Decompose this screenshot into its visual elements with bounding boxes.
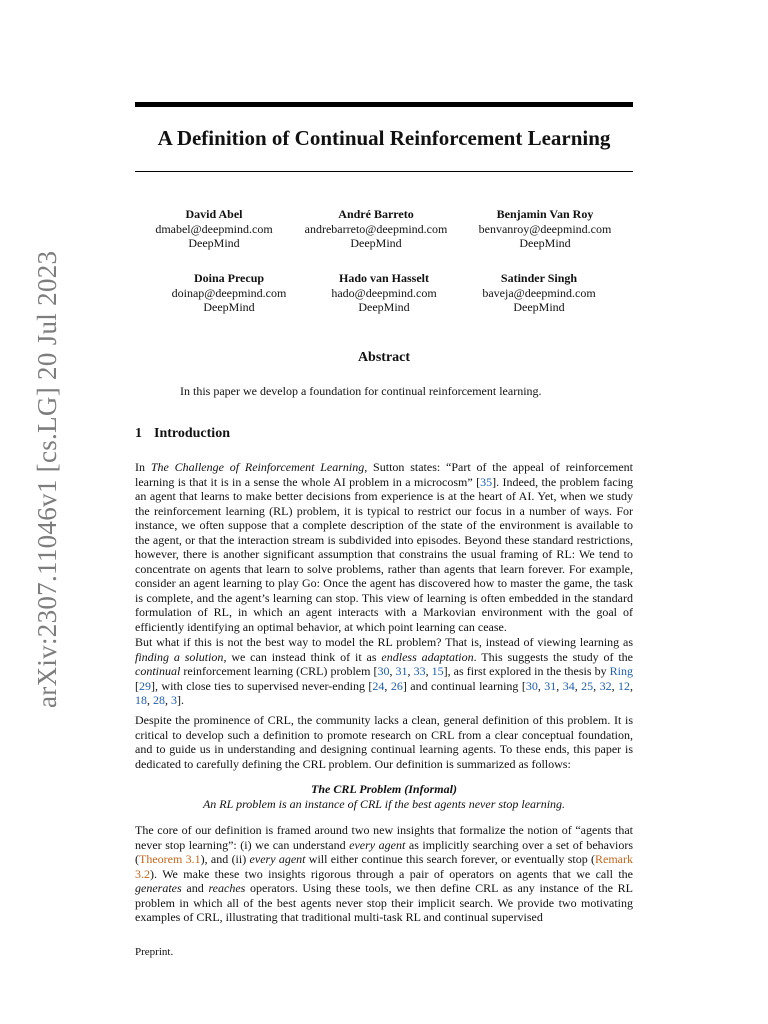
author-block	[124, 207, 304, 251]
author-email: benvanroy@deepmind.com	[478, 221, 612, 236]
author-block	[294, 271, 474, 315]
crl-definition-box	[135, 782, 633, 811]
citation-link[interactable]: 35	[480, 474, 493, 489]
arxiv-identifier: arXiv:2307.11046v1 [cs.LG] 20 Jul 2023	[32, 250, 62, 708]
author-email: hado@deepmind.com	[331, 285, 437, 300]
arxiv-sidebar	[12, 250, 62, 708]
crl-box-title: The CRL Problem (Informal)	[311, 782, 457, 796]
citation-link[interactable]: 28	[153, 693, 165, 707]
citation-link[interactable]: Ring	[609, 664, 633, 678]
crl-box-text: An RL problem is an instance of CRL if the best agents never stop learning.	[202, 796, 566, 811]
citation-link[interactable]: 24	[372, 678, 385, 693]
author-affiliation: DeepMind	[519, 236, 571, 250]
paragraph-1: In The Challenge of Reinforcement Learning, Sutton states: “Part of the appeal of reinforcement learning is that it is in a sense the whole AI problem in a microcosm” [35]. Indeed, the problem facing an agent that learns to make better decisions from experience is at the heart of AI. Yet, when we study the reinforcement learning (RL) problem, it is typical to restrict our focus in a number of ways. For instance, we often suppose that a complete description of the state of the environment is available to the agent, or that the interaction stream is subdivided into episodes. Beyond these standard restrictions, however, there is another significant assumption that constrains the usual framing of RL: We tend to concentrate on agents that learn to solve problems, rather than agents that learn forever. For example, consider an agent learning to play Go: Once the agent has discovered how to master the game, the task is complete, and the agent’s learning can stop. This view of learning is often embedded in the standard formulation of RL, in which an agent interacts with a Markovian environment with the goal of efficiently identifying an optimal behavior, at which point learning can cease.	[135, 460, 633, 634]
citation-link[interactable]: 30	[525, 678, 538, 693]
theorem-link[interactable]: Theorem 3.1	[139, 852, 201, 866]
citation-link[interactable]: 25	[581, 678, 594, 693]
section-number: 1	[135, 426, 142, 441]
citation-link[interactable]: 12	[618, 678, 631, 693]
paragraph-4: The core of our definition is framed around two new insights that formalize the notion of “agents that never stop learning”: (i) we can understand every agent as implicitly searching over a set of behaviors (Theorem 3.1), and (ii) every agent will either continue this search forever, or eventually stop (Remark 3.2). We make these two insights rigorous through a pair of operators on agents that we call the generates and reaches operators. Using these tools, we then define CRL as any instance of the RL problem in which all of the best agents never stop their implicit search. We provide two motivating examples of CRL, illustrating that traditional multi-task RL and continual supervised	[135, 823, 634, 924]
abstract-heading: Abstract	[357, 350, 411, 365]
citation-link[interactable]: 33	[413, 664, 426, 678]
paragraph-2: But what if this is not the best way to model the RL problem? That is, instead of viewing learning as finding a solution, we can instead think of it as endless adaptation. This suggests the study of the continual reinforcement learning (CRL) problem [30, 31, 33, 15], as first explored in the thesis by Ring [29], with close ties to supervised never-ending [24, 26] and continual learning [30, 31, 34, 25, 32, 12, 18, 28, 3].	[135, 635, 634, 707]
author-email: andrebarreto@deepmind.com	[304, 221, 448, 236]
citation-link[interactable]: 18	[135, 693, 147, 707]
author-name: André Barreto	[338, 207, 414, 221]
remark-link[interactable]: Remark 3.2	[135, 852, 634, 881]
cited-title: The Challenge of Reinforcement Learning	[150, 460, 365, 474]
author-affiliation: DeepMind	[513, 300, 565, 314]
citation-link[interactable]: 26	[390, 678, 403, 693]
author-block	[286, 207, 466, 251]
abstract-text: In this paper we develop a foundation for continual reinforcement learning.	[180, 384, 542, 398]
citation-link[interactable]: 31	[395, 664, 408, 678]
author-affiliation: DeepMind	[358, 300, 410, 314]
section-heading	[135, 426, 230, 442]
section-title: Introduction	[154, 426, 230, 441]
author-name: Doina Precup	[193, 271, 265, 285]
citation-link[interactable]: 32	[599, 678, 612, 693]
author-block	[455, 207, 635, 251]
paper-title: A Definition of Continual Reinforcement Learning	[157, 126, 611, 150]
author-affiliation: DeepMind	[350, 236, 402, 250]
title-top-rule	[135, 102, 633, 107]
citation-link[interactable]: 29	[139, 678, 151, 693]
author-name: Satinder Singh	[500, 271, 578, 285]
citation-link[interactable]: 31	[544, 678, 557, 693]
author-block	[139, 271, 319, 315]
title-bottom-rule	[135, 171, 633, 172]
citation-link[interactable]: 34	[562, 678, 575, 693]
author-affiliation: DeepMind	[203, 300, 255, 314]
author-name: Hado van Hasselt	[338, 271, 429, 285]
citation-link[interactable]: 30	[377, 664, 390, 678]
paragraph-3: Despite the prominence of CRL, the community lacks a clean, general definition of this problem. It is critical to develop such a definition to promote research on CRL from a clear conceptual foundation, and to guide us in understanding and designing continual learning agents. To these ends, this paper is dedicated to carefully defining the CRL problem. Our definition is summarized as follows:	[135, 713, 633, 771]
author-email: dmabel@deepmind.com	[155, 221, 273, 236]
citation-link[interactable]: 15	[431, 664, 444, 678]
author-block	[449, 271, 629, 315]
citation-link[interactable]: 3	[171, 693, 177, 707]
author-affiliation: DeepMind	[188, 236, 240, 250]
author-email: baveja@deepmind.com	[482, 285, 596, 300]
footer-note: Preprint.	[135, 946, 174, 958]
author-name: Benjamin Van Roy	[496, 207, 594, 221]
author-email: doinap@deepmind.com	[171, 285, 287, 300]
author-name: David Abel	[185, 207, 243, 221]
